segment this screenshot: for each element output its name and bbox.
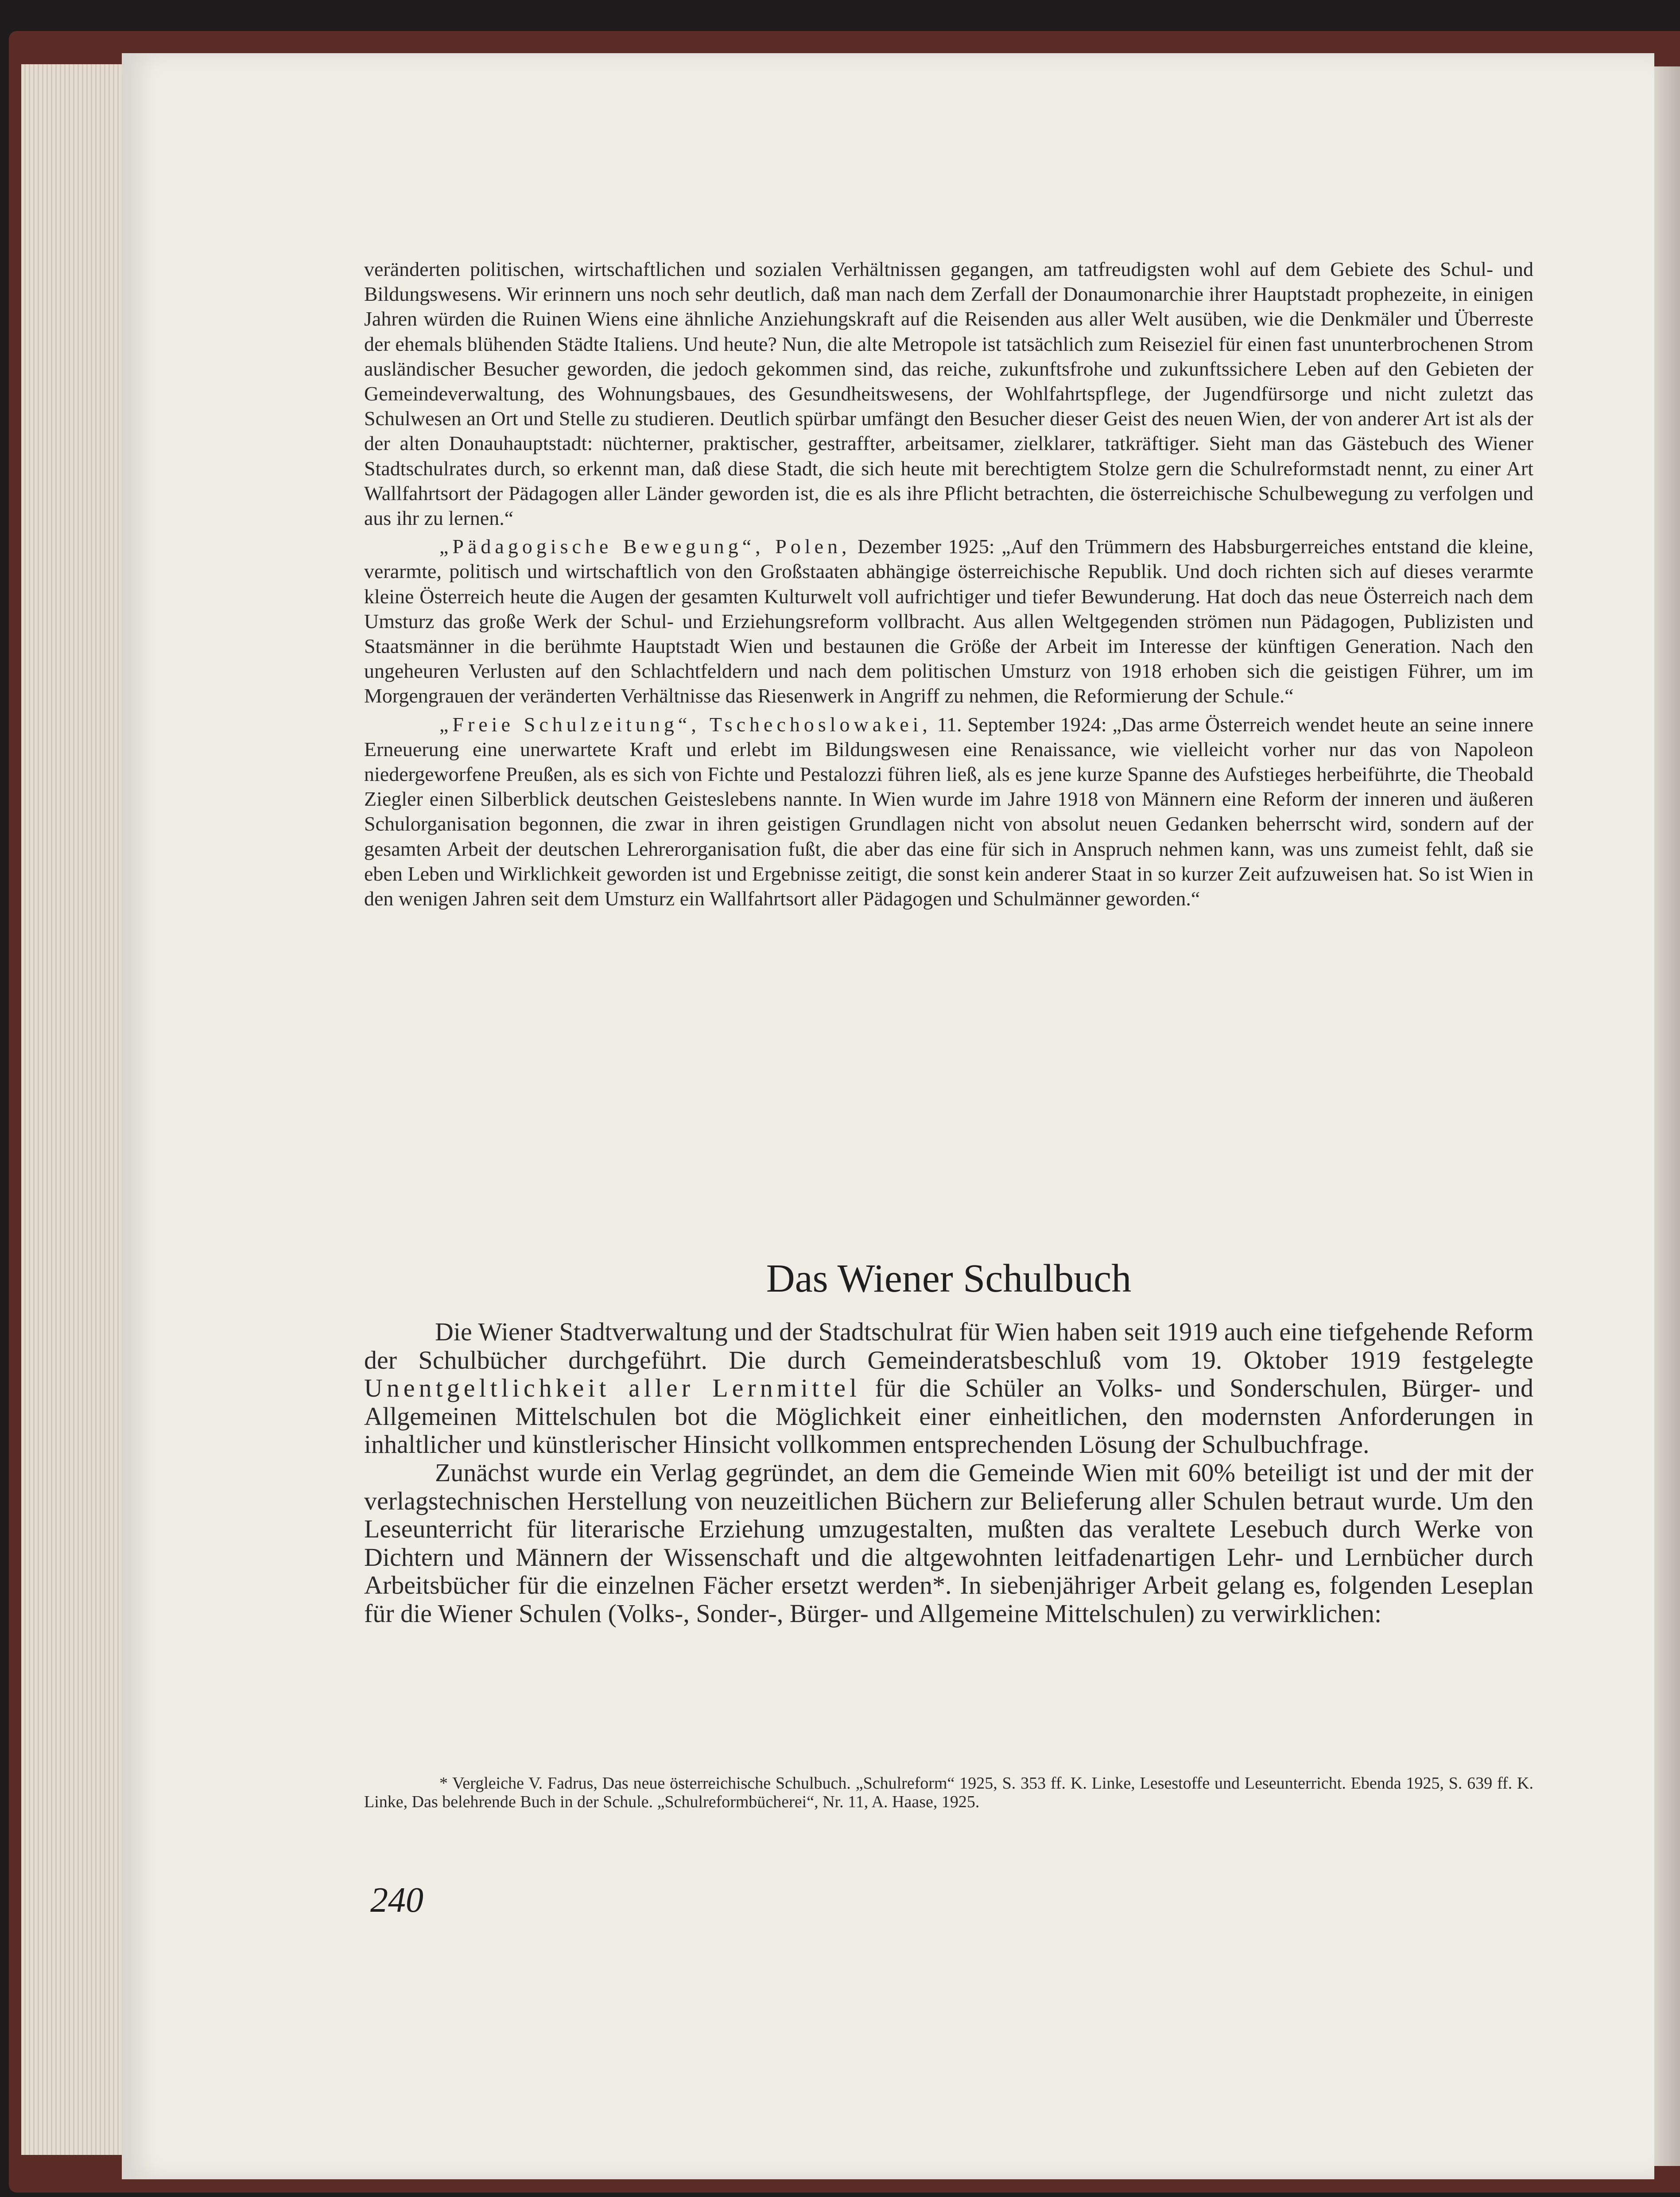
- quote-text-tschechoslowakei: „Das arme Österreich wendet heute an seine innere Erneuerung eine unerwartete Kraft und erlebt im Bildungswesen eine Renaissance, wie vielleicht vorher nur das von Napoleon niedergeworfene Preußen, als es sich von Fichte und Pestalozzi führen ließ, als es jene kurze Spanne des Aufstieges herbeiführte, die Theobald Ziegler einen Silberblick deutschen Geisteslebens nannte. In Wien wurde im Jahre 1918 von Männern eine Reform der inneren und äußeren Schulorganisation begonnen, die zwar in ihren geistigen Grundlagen nicht von absolut neuen Gedanken beherrscht wird, sondern auf der gesamten Arbeit der deutschen Lehrerorganisation fußt, die aber das eine für sich in Anspruch nehmen kann, was uns zumeist fehlt, daß sie eben Leben und Wirklichkeit geworden ist und Ergebnisse zeitigt, die sonst kein anderer Staat in so kurzer Zeit aufzuweisen hat. So ist Wien in den wenigen Jahren seit dem Umsturz ein Wallfahrtsort aller Pädagogen und Schulmänner geworden.“: [364, 713, 1533, 910]
- footnote-text: * Vergleiche V. Fadrus, Das neue österreichische Schulbuch. „Schulreform“ 1925, S. 353 ff. K. Linke, Lesestoffe und Leseunterricht. Ebenda 1925, S. 639 ff. K. Linke, Das belehrende Buch in der Schule. „Schulreformbücherei“, Nr. 11, A. Haase, 1925.: [364, 1774, 1533, 1811]
- page-number: 240: [370, 1881, 423, 1920]
- section-paragraph-2: Zunächst wurde ein Verlag gegründet, an dem die Gemeinde Wien mit 60% beteiligt ist und der mit der verlagstechnischen Herstellung von neuzeitlichen Büchern zur Belieferung aller Schulen betraut wurde. Um den Leseunterricht für literarische Erziehung umzugestalten, mußten das veraltete Lesebuch durch Werke von Dichtern und Männern der Wissenschaft und die altgewohnten leitfadenartigen Lehr- und Lernbücher durch Arbeitsbücher für die einzelnen Fächer ersetzt werden*. In siebenjähriger Arbeit gelang es, folgenden Leseplan für die Wiener Schulen (Volks-, Sonder-, Bürger- und Allgemeine Mittelschulen) zu verwirklichen:: [364, 1458, 1533, 1628]
- quote-text-polen: „Auf den Trümmern des Habsburgerreiches entstand die kleine, verarmte, politisch und wirtschaftlich von den Großstaaten abhängige österreichische Republik. Und doch richten sich auf dieses verarmte kleine Österreich heute die Augen der gesamten Kulturwelt voll aufrichtiger und tiefer Bewunderung. Hat doch das neue Österreich nach dem Umsturz das große Werk der Schul- und Erziehungsreform vollbracht. Aus allen Weltgegenden strömen nun Pädagogen, Publizisten und Staatsmänner in die berühmte Hauptstadt Wien und bestaunen die Größe der Arbeit im Interesse der künftigen Generation. Nach den ungeheuren Verlusten auf den Schlachtfeldern und nach dem politischen Umsturz von 1918 erhoben sich die geistigen Führer, um im Morgengrauen der veränderten Verhältnisse das Riesenwerk in Angriff zu nehmen, die Reformierung der Schule.“: [364, 535, 1533, 707]
- upper-quotes-block: [364, 257, 1533, 911]
- quote-source-tschechoslowakei: „Freie Schulzeitung“, Tschechoslowakei,: [439, 713, 931, 736]
- section-body: [364, 1318, 1533, 1628]
- quote-date-tschechoslowakei: 11. September 1924:: [931, 713, 1113, 736]
- paragraph-quote-polen: [364, 534, 1533, 708]
- section-title: Das Wiener Schulbuch: [766, 1257, 1132, 1300]
- section-p1-before: Die Wiener Stadtverwaltung und der Stadtschulrat für Wien haben seit 1919 auch eine tiefgehende Reform der Schulbücher durchgeführt. Die durch Gemeinderatsbeschluß vom 19. Oktober 1919 festgelegte: [364, 1317, 1533, 1374]
- page-right-edge: [1654, 66, 1680, 2166]
- quote-date-polen: Dezember 1925:: [850, 535, 1002, 558]
- section-p1-after: für die Schüler an Volks- und Sonderschulen, Bürger- und Allgemeinen Mittelschulen bot die Möglichkeit einer einheitlichen, den modernsten Anforderungen in inhaltlicher und künstlerischer Hinsicht vollkommen entsprechenden Lösung der Schulbuchfrage.: [364, 1374, 1533, 1459]
- quote-source-polen: „Pädagogische Bewegung“, Polen,: [439, 535, 851, 558]
- section-p1-spaced: Unentgeltlichkeit aller Lernmittel: [364, 1374, 861, 1403]
- page-stack-edge: [21, 64, 136, 2155]
- section-paragraph-1: [364, 1318, 1533, 1459]
- paragraph-intro: veränderten politischen, wirtschaftlichen und sozialen Verhältnissen gegangen, am tatfreudigsten wohl auf dem Gebiete des Schul- und Bildungswesens. Wir erinnern uns noch sehr deutlich, daß man nach dem Zerfall der Donaumonarchie ihrer Hauptstadt prophezeite, in einigen Jahren würden die Ruinen Wiens eine ähnliche Anziehungskraft auf die Reisenden aus aller Welt ausüben, wie die Denkmäler und Überreste der ehemals blühenden Städte Italiens. Und heute? Nun, die alte Metropole ist tatsächlich zum Reiseziel für einen fast ununterbrochenen Strom ausländischer Besucher geworden, die jedoch gekommen sind, das reiche, zukunftsfrohe und zukunftssichere Leben auf den Gebieten der Gemeindeverwaltung, des Wohnungsbaues, des Gesundheitswesens, der Wohlfahrtspflege, der Jugendfürsorge und nicht zuletzt das Schulwesen an Ort und Stelle zu studieren. Deutlich spürbar umfängt den Besucher dieser Geist des neuen Wien, der von anderer Art ist als der der alten Donauhauptstadt: nüchterner, praktischer, gestraffter, arbeitsamer, zielklarer, tatkräftiger. Sieht man das Gästebuch des Wiener Stadtschulrates durch, so erkennt man, daß diese Stadt, die sich heute mit berechtigtem Stolze gern die Schulreformstadt nennt, zu einer Art Wallfahrtsort der Pädagogen aller Länder geworden ist, die es als ihre Pflicht betrachten, die österreichische Schulbewegung zu verfolgen und aus ihr zu lernen.“: [364, 258, 1533, 530]
- footnote: [364, 1774, 1533, 1811]
- paragraph-quote-tschechoslowakei: [364, 712, 1533, 912]
